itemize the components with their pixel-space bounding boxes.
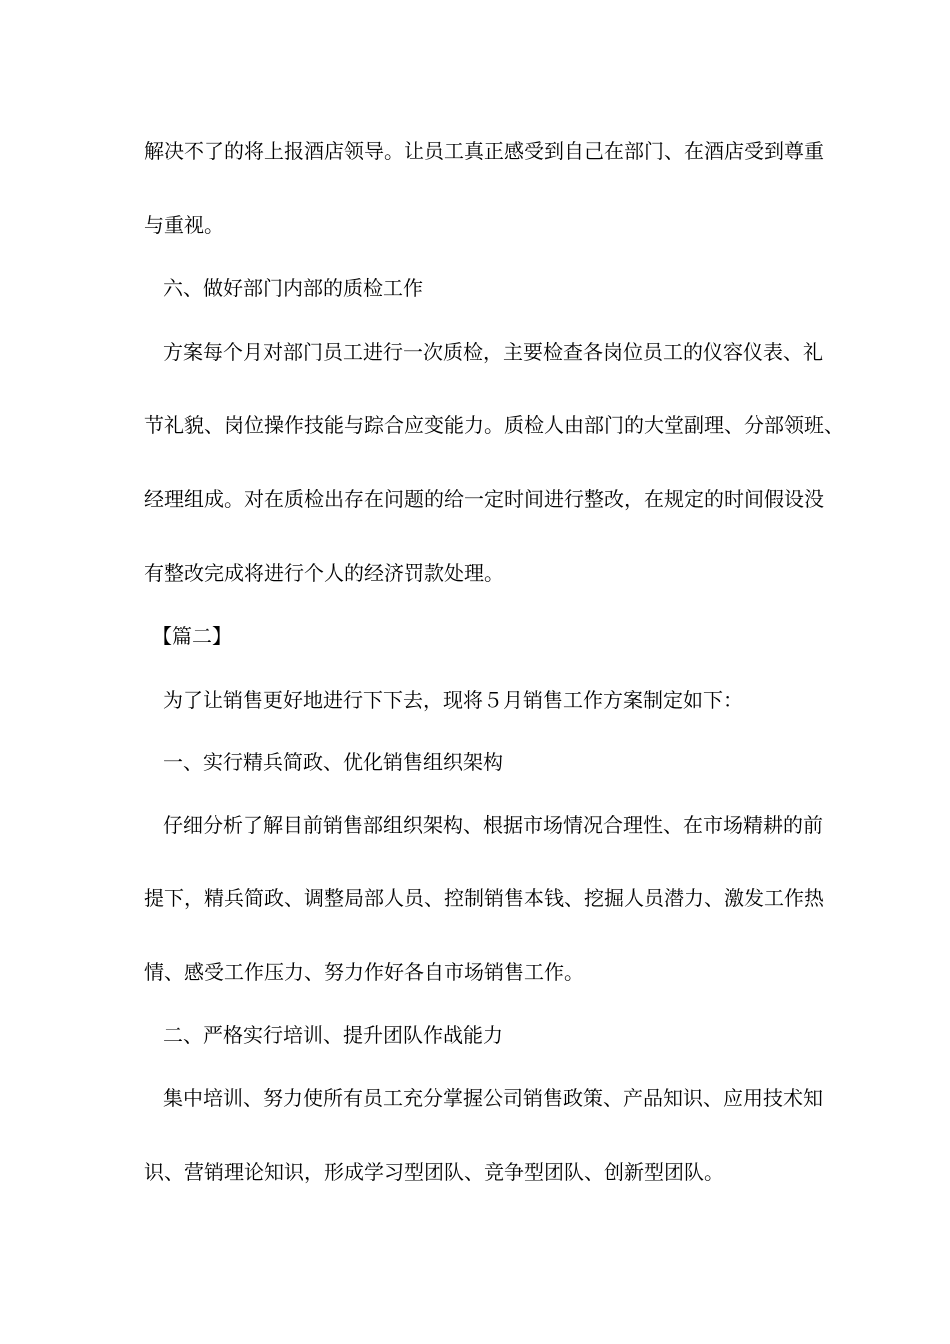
paragraph-line: 提下，精兵简政、调整局部人员、控制销售本钱、挖掘人员潜力、激发工作热 [144,886,824,910]
paragraph-line: 仔细分析了解目前销售部组织架构、根据市场情况合理性、在市场精耕的前 [163,813,823,837]
chapter-heading: 【篇二】 [152,624,232,648]
paragraph-line: 情、感受工作压力、努力作好各自市场销售工作。 [144,960,584,984]
section-heading: 六、做好部门内部的质检工作 [163,276,423,300]
paragraph-line: 与重视。 [144,213,224,237]
paragraph-line: 经理组成。对在质检出存在问题的给一定时间进行整改，在规定的时间假设没 [144,487,824,511]
paragraph-line: 为了让销售更好地进行下下去，现将５月销售工作方案制定如下： [163,688,743,712]
section-heading: 二、严格实行培训、提升团队作战能力 [163,1023,503,1047]
paragraph-line: 识、营销理论知识，形成学习型团队、竞争型团队、创新型团队。 [144,1160,724,1184]
paragraph-line: 集中培训、努力使所有员工充分掌握公司销售政策、产品知识、应用技术知 [163,1086,823,1110]
paragraph-line: 方案每个月对部门员工进行一次质检，主要检查各岗位员工的仪容仪表、礼 [163,340,823,364]
paragraph-line: 有整改完成将进行个人的经济罚款处理。 [144,561,504,585]
paragraph-line: 解决不了的将上报酒店领导。让员工真正感受到自己在部门、在酒店受到尊重 [144,139,824,163]
section-heading: 一、实行精兵简政、优化销售组织架构 [163,750,503,774]
paragraph-line: 节礼貌、岗位操作技能与踪合应变能力。质检人由部门的大堂副理、分部领班、 [144,413,844,437]
